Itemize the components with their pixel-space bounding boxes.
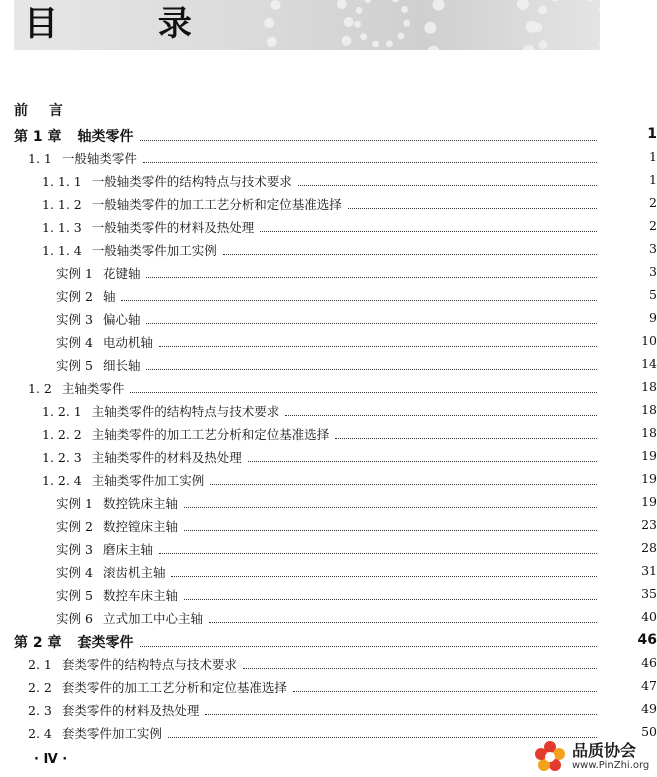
toc-entry-number: 实例 1 [56,266,93,281]
toc-entry-number: 1. 2. 2 [42,427,82,442]
toc-entry-number: 2. 2 [28,680,52,695]
toc-entry[interactable] [42,425,657,443]
toc-entry[interactable] [42,218,657,236]
toc-entry-title: 一般轴类零件的加工工艺分析和定位基准选择 [91,197,342,212]
toc-leader-dots [159,345,597,347]
toc-entry[interactable] [56,310,657,328]
toc-entry[interactable] [56,356,657,374]
toc-entry[interactable] [56,517,657,535]
toc-entry-number: 实例 3 [56,312,93,327]
toc-entry-page: 1 [647,126,657,142]
page-number: · Ⅳ · [34,752,68,767]
toc-entry-number: 实例 5 [56,358,93,373]
toc-leader-dots [298,184,597,186]
gear-decoration-icon [534,0,600,50]
toc-leader-dots [171,575,597,577]
toc-entry-number: 实例 5 [56,588,93,603]
toc-entry-page: 35 [641,586,657,601]
toc-entry-title: 偏心轴 [102,312,141,327]
toc-entry-number: 实例 6 [56,611,93,626]
toc-leader-dots [143,161,597,163]
toc-leader-dots [293,690,597,692]
toc-entry[interactable] [42,172,657,190]
toc-entry-title: 主轴类零件的加工工艺分析和定位基准选择 [91,427,330,442]
toc-entry[interactable] [56,264,657,282]
toc-entry-page: 31 [641,563,657,578]
toc-entry-page: 1 [649,149,657,164]
toc-chapter-entry[interactable] [14,126,657,145]
toc-entry[interactable] [56,586,657,604]
toc-entry[interactable] [42,448,657,466]
toc-entry-page: 18 [641,425,657,440]
toc-entry-title: 轴类零件 [77,129,134,145]
toc-entry[interactable] [56,540,657,558]
toc-leader-dots [335,437,597,439]
toc-entry-title: 数控镗床主轴 [102,519,178,534]
toc-entry[interactable] [56,494,657,512]
toc-leader-dots [146,276,597,278]
toc-entry-number: 2. 4 [28,726,52,741]
toc-entry-number: 实例 3 [56,542,93,557]
toc-entry[interactable] [28,379,657,397]
toc-entry-page: 46 [641,655,657,670]
toc-entry-number: 实例 2 [56,519,93,534]
toc-entry-title: 细长轴 [102,358,141,373]
toc-entry-title: 套类零件加工实例 [61,726,162,741]
toc-entry-page: 19 [641,448,657,463]
toc-entry-number: 1. 1. 3 [42,220,82,235]
toc-entry-number: 第 1 章 [14,129,62,145]
toc-entry[interactable] [42,195,657,213]
toc-leader-dots [130,391,597,393]
toc-leader-dots [210,483,597,485]
toc-entry-page: 19 [641,494,657,509]
toc-entry[interactable] [28,655,657,673]
toc-entry[interactable] [28,678,657,696]
toc-entry[interactable] [28,724,657,742]
toc-leader-dots [140,139,598,141]
toc-entry[interactable] [28,701,657,719]
toc-leader-dots [121,299,597,301]
toc-entry-page: 18 [641,402,657,417]
toc-entry-page: 49 [641,701,657,716]
watermark-name: 品质协会 [572,741,637,760]
toc-entry-title: 套类零件 [77,635,134,651]
toc-entry-number: 第 2 章 [14,635,62,651]
toc-entry-title: 数控车床主轴 [102,588,178,603]
toc-entry-number: 1. 2. 1 [42,404,82,419]
toc-entry-page: 40 [641,609,657,624]
toc-entry-number: 2. 3 [28,703,52,718]
toc-entry-title: 数控铣床主轴 [102,496,178,511]
toc-entry-page: 1 [649,172,657,187]
toc-entry-number: 1. 2. 3 [42,450,82,465]
page-header-banner [14,0,600,50]
toc-entry-title: 立式加工中心主轴 [102,611,203,626]
toc-leader-dots [205,713,597,715]
toc-entry-number: 2. 1 [28,657,52,672]
toc-entry-title: 套类零件的加工工艺分析和定位基准选择 [61,680,287,695]
toc-entry[interactable] [56,563,657,581]
page-title: 目 录 [24,4,236,44]
toc-entry-number: 1. 1. 4 [42,243,82,258]
toc-leader-dots [209,621,597,623]
toc-entry[interactable] [28,149,657,167]
gear-decoration-icon [264,0,354,50]
toc-chapter-entry[interactable] [14,632,657,651]
gear-decoration-icon [354,0,410,48]
toc-entry-number: 1. 1. 2 [42,197,82,212]
toc-entry-page: 2 [649,218,657,233]
toc-leader-dots [184,506,597,508]
toc-entry-title: 套类零件的材料及热处理 [61,703,200,718]
toc-leader-dots [248,460,597,462]
toc-entry-title: 一般轴类零件加工实例 [91,243,217,258]
toc-entry-page: 47 [641,678,657,693]
toc-leader-dots [159,552,597,554]
toc-entry-page: 46 [637,632,657,648]
toc-entry[interactable] [56,333,657,351]
toc-entry-number: 1. 1. 1 [42,174,82,189]
toc-entry-page: 3 [649,264,657,279]
toc-entry-title: 主轴类零件加工实例 [91,473,205,488]
toc-entry-number: 1. 2 [28,381,52,396]
toc-entry-number: 1. 1 [28,151,52,166]
toc-entry-page: 28 [641,540,657,555]
toc-preface: 前 言 [14,103,71,119]
toc-entry-title: 滚齿机主轴 [102,565,166,580]
toc-entry-title: 轴 [102,289,116,304]
toc-entry-page: 9 [649,310,657,325]
toc-entry[interactable] [56,609,657,627]
toc-leader-dots [146,368,597,370]
toc-entry-page: 14 [641,356,657,371]
toc-entry-title: 一般轴类零件的结构特点与技术要求 [91,174,292,189]
toc-leader-dots [146,322,597,324]
toc-entry-title: 套类零件的结构特点与技术要求 [61,657,237,672]
toc-entry-title: 一般轴类零件的材料及热处理 [91,220,255,235]
watermark-url: www.PinZhi.org [572,760,650,771]
toc-leader-dots [285,414,597,416]
toc-entry[interactable] [42,402,657,420]
toc-entry[interactable] [42,241,657,259]
toc-entry-page: 19 [641,471,657,486]
toc-entry-number: 实例 4 [56,335,93,350]
toc-leader-dots [348,207,597,209]
toc-entry-number: 实例 4 [56,565,93,580]
toc-entry-page: 2 [649,195,657,210]
toc-entry-number: 实例 1 [56,496,93,511]
toc-entry-number: 1. 2. 4 [42,473,82,488]
toc-entry-title: 花键轴 [102,266,141,281]
toc-entry-title: 主轴类零件的结构特点与技术要求 [91,404,280,419]
toc-leader-dots [140,645,598,647]
toc-entry-page: 18 [641,379,657,394]
toc-entry-title: 主轴类零件的材料及热处理 [91,450,242,465]
toc-entry-page: 23 [641,517,657,532]
toc-leader-dots [243,667,597,669]
toc-leader-dots [223,253,597,255]
toc-entry-title: 电动机轴 [102,335,153,350]
toc-leader-dots [184,598,597,600]
toc-entry-page: 10 [641,333,657,348]
toc-entry-title: 磨床主轴 [102,542,153,557]
toc-entry-page: 3 [649,241,657,256]
toc-leader-dots [260,230,597,232]
toc-entry-title: 主轴类零件 [61,381,125,396]
toc-entry-title: 一般轴类零件 [61,151,137,166]
gear-decoration-icon [424,0,538,50]
watermark [532,736,657,777]
toc-leader-dots [184,529,597,531]
toc-entry-page: 5 [649,287,657,302]
toc-entry-page: 50 [641,724,657,739]
toc-entry-number: 实例 2 [56,289,93,304]
toc-entry[interactable] [42,471,657,489]
toc-entry[interactable] [56,287,657,305]
flower-logo-icon [532,738,568,774]
